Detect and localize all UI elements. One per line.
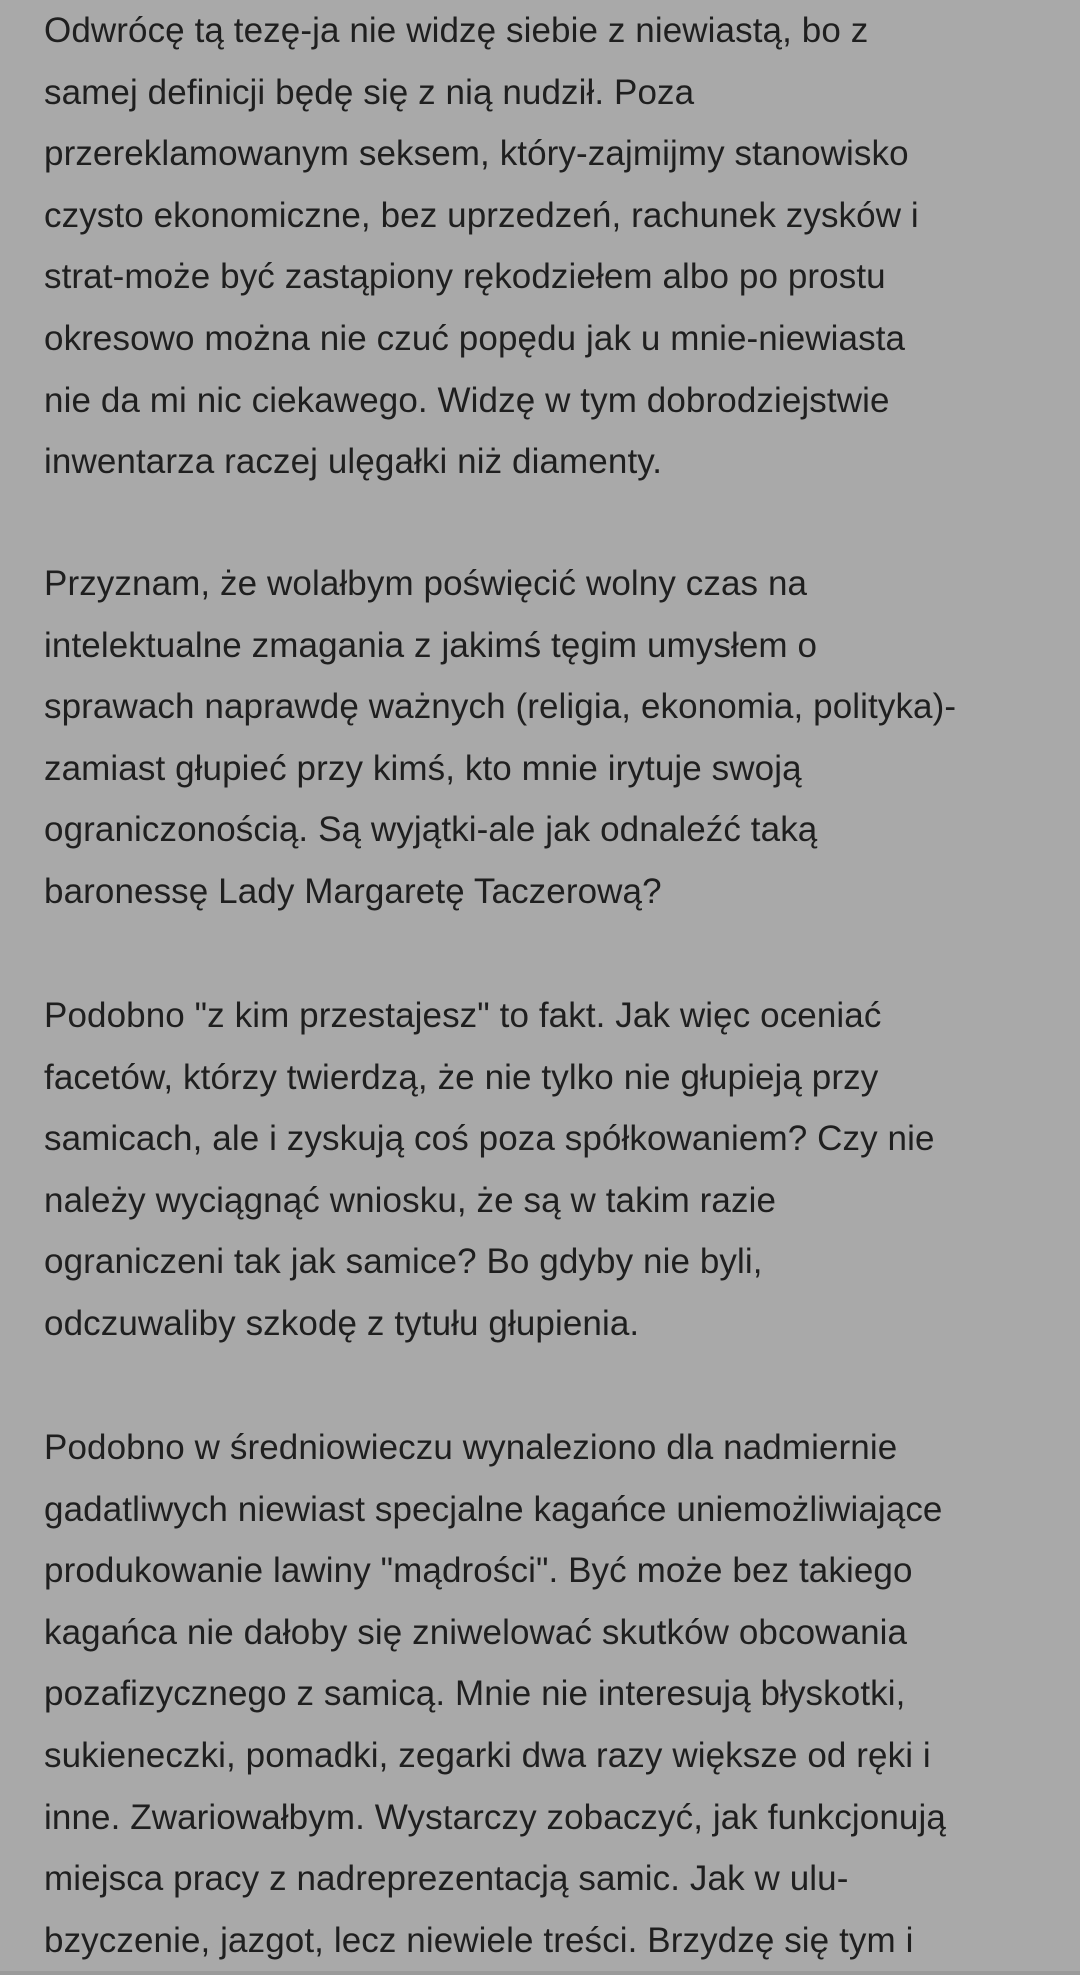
text-line: facetów, którzy twierdzą, że nie tylko nie głupieją przy [44,1057,879,1097]
text-line: należy wyciągnąć wniosku, że są w takim razie [44,1180,777,1220]
text-line: okresowo można nie czuć popędu jak u mnie-niewiasta [44,318,906,358]
text-line: zamiast głupieć przy kimś, kto mnie irytuje swoją [44,748,802,788]
text-line: strat-może być zastąpiony rękodziełem albo po prostu [44,257,886,297]
text-line: Przyznam, że wolałbym poświęcić wolny czas na [44,564,808,603]
text-line: samicach, ale i zyskują coś poza spółkowaniem? Czy nie [44,1119,935,1159]
text-line: produkowanie lawiny "mądrości". Być może bez takiego [44,1551,913,1591]
text-line: przereklamowanym seksem, który-zajmijmy stanowisko [44,134,909,174]
text-line: czysto ekonomiczne, bez uprzedzeń, rachunek zysków i [44,195,919,235]
bottom-divider [0,1971,1080,1975]
text-line: gadatliwych niewiast specjalne kagańce uniemożliwiające [44,1489,943,1529]
text-line: inne. Zwariowałbym. Wystarczy zobaczyć, jak funkcjonują [44,1797,946,1837]
text-line: inwentarza raczej ulęgałki niż diamenty. [44,442,663,482]
paragraph-4 [44,1417,946,1971]
text-line: ograniczeni tak jak samice? Bo gdyby nie byli, [44,1242,763,1282]
text-line: sukieneczki, pomadki, zegarki dwa razy większe od ręki i [44,1735,931,1775]
text-line: baronessę Lady Margaretę Taczerową? [44,871,662,911]
text-line: pozafizycznego z samicą. Mnie nie interesują błyskotki, [44,1674,906,1714]
text-line: miejsca pracy z nadreprezentacją samic. Jak w ulu- [44,1859,849,1899]
text-line: odczuwaliby szkodę z tytułu głupienia. [44,1303,640,1343]
paragraph-1 [44,0,919,493]
paragraph-3 [44,985,935,1355]
text-line: Odwrócę tą tezę-ja nie widzę siebie z niewiastą, bo z [44,11,869,50]
text-line: sprawach naprawdę ważnych (religia, ekonomia, polityka)- [44,687,957,727]
text-line: Podobno w średniowieczu wynaleziono dla nadmiernie [44,1428,898,1467]
text-line: intelektualne zmagania z jakimś tęgim umysłem o [44,625,818,665]
text-line: ograniczonością. Są wyjątki-ale jak odnaleźć taką [44,810,818,850]
paragraph-2 [44,553,956,923]
text-line: bzyczenie, jazgot, lecz niewiele treści. Brzydzę się tym i [44,1920,914,1960]
text-line: kagańca nie dałoby się zniwelować skutków obcowania [44,1612,908,1652]
text-line: Podobno "z kim przestajesz" to fakt. Jak więc oceniać [44,996,882,1035]
text-line: nie da mi nic ciekawego. Widzę w tym dobrodziejstwie [44,380,890,420]
text-line: samej definicji będę się z nią nudził. Poza [44,72,695,112]
